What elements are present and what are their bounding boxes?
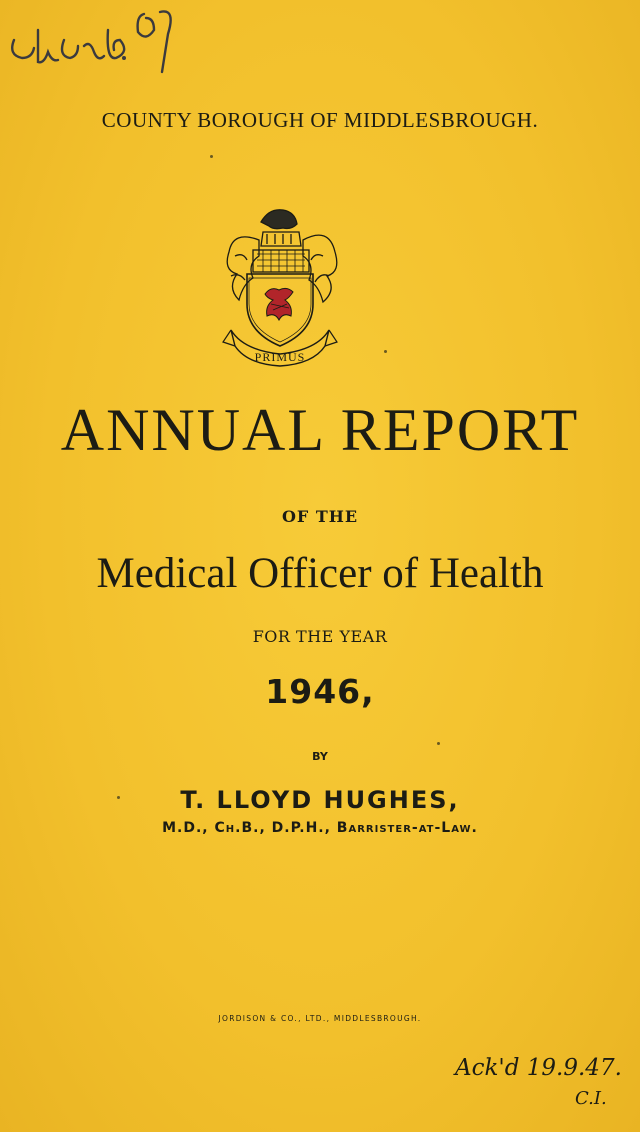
handwritten-initials: C.I. — [575, 1088, 607, 1109]
handwritten-note-top — [4, 0, 224, 80]
printer-imprint: JORDISON & CO., LTD., MIDDLESBROUGH. — [218, 1014, 422, 1023]
handwritten-acknowledgement: Ack'd 19.9.47. — [455, 1055, 622, 1081]
author-qualifications: M.D., Ch.B., D.P.H., Barrister-at-Law. — [162, 820, 478, 836]
paper-speck — [384, 350, 387, 353]
paper-speck — [437, 742, 440, 745]
report-year: 1946, — [265, 672, 375, 711]
title-connector: OF THE — [281, 507, 359, 526]
report-title: ANNUAL REPORT — [60, 397, 580, 463]
author-name: T. LLOYD HUGHES, — [180, 786, 460, 814]
county-heading: COUNTY BOROUGH OF MIDDLESBROUGH. — [101, 108, 539, 132]
svg-text:PRIMUS: PRIMUS — [254, 350, 306, 364]
for-the-year-label: FOR THE YEAR — [252, 627, 388, 646]
by-label: BY — [312, 750, 328, 763]
report-subject: Medical Officer of Health — [96, 550, 544, 597]
coat-of-arms-icon — [213, 200, 345, 370]
paper-speck — [210, 155, 213, 158]
paper-speck — [117, 796, 120, 799]
